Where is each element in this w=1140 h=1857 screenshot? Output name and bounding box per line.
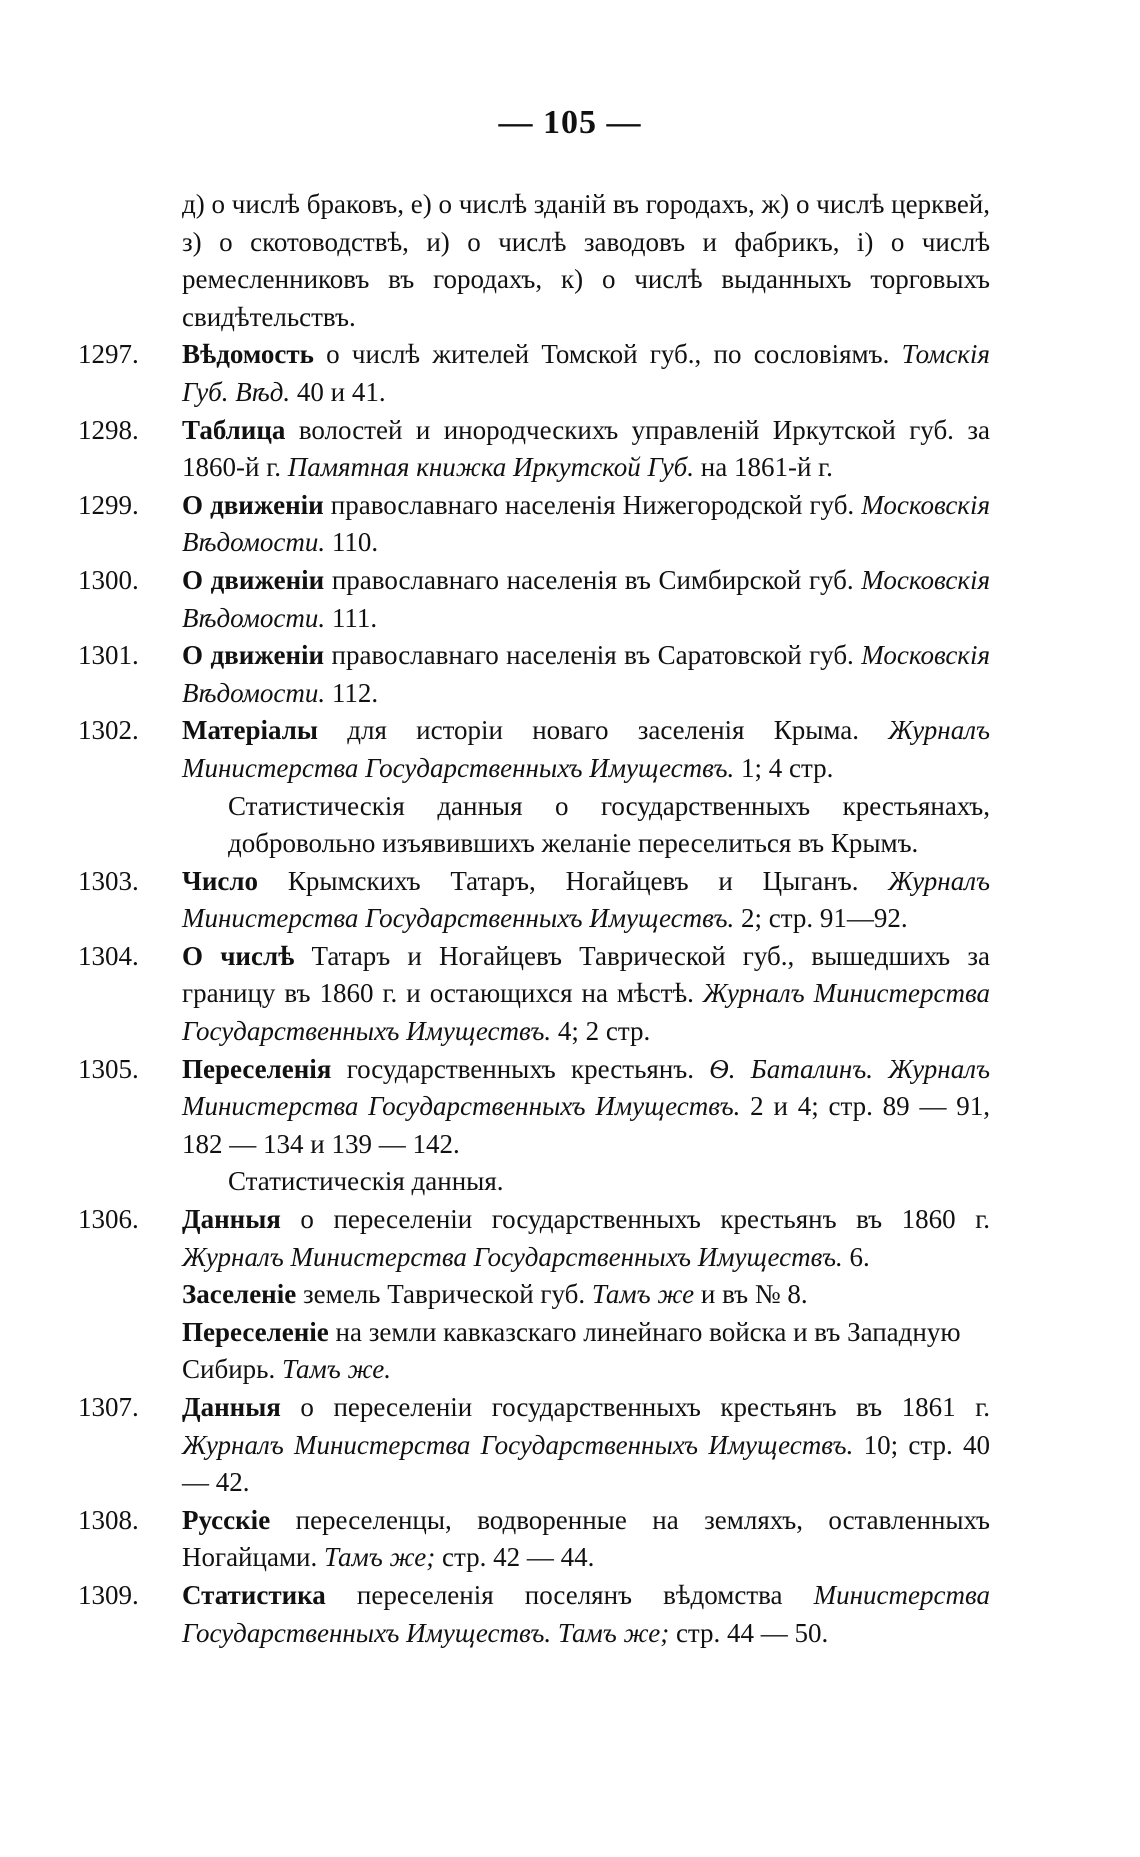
entry-heading: Переселенія — [182, 1053, 332, 1084]
entry-pages: 2; стр. 91—92. — [734, 903, 908, 934]
entry-text: православнаго населенія Нижегородской губ. — [323, 489, 862, 520]
entry-text: государственныхъ крестьянъ. — [331, 1053, 710, 1084]
entry — [78, 637, 990, 712]
entries-list — [78, 336, 990, 1652]
entry-subparagraph — [78, 1276, 990, 1314]
entry-pages: 111. — [325, 602, 378, 633]
entry-number: 1304. — [78, 940, 139, 971]
sub-heading: Заселеніе — [182, 1279, 297, 1310]
sub-pages: и въ № 8. — [694, 1279, 808, 1310]
entry-pages: 4; 2 стр. — [551, 1016, 651, 1047]
entry-heading: Число — [182, 865, 259, 896]
entry — [78, 487, 990, 562]
entry-number: 1298. — [78, 414, 139, 445]
sub-heading: Переселеніе — [182, 1316, 329, 1347]
entry-source: Журналъ Министерства Государственныхъ Имуществъ. — [182, 1429, 854, 1460]
entry-text: Татаръ и Ногайцевъ Таврической губ., вышедшихъ за границу въ 1860 г. и остающихся на мѣстѣ. — [182, 940, 990, 1009]
entry-number: 1305. — [78, 1053, 139, 1084]
entry — [78, 1051, 990, 1164]
entry — [78, 712, 990, 787]
entry-pages: 40 и 41. — [290, 376, 386, 407]
sub-source: Тамъ же. — [281, 1354, 391, 1385]
entry-source: Журналъ Министерства Государственныхъ Имуществъ. — [182, 1241, 843, 1272]
entry-text: волостей и инородческихъ управленій Иркутской губ. за 1860-й г. — [182, 414, 990, 483]
entry-subparagraph — [78, 1314, 990, 1389]
entry-source: Московскія Вѣдомости. — [182, 564, 991, 633]
entry — [78, 863, 990, 938]
entry-number: 1297. — [78, 339, 139, 370]
entry — [78, 336, 990, 411]
entry-source: Журналъ Министерства Государственныхъ Имуществъ. — [182, 865, 990, 934]
entry-heading: Матеріалы — [182, 715, 319, 746]
entry-pages: 110. — [325, 527, 379, 558]
entry-text: переселенцы, водворенные на земляхъ, оставленныхъ Ногайцами. — [182, 1504, 990, 1573]
entry-pages: стр. 44 — 50. — [669, 1617, 829, 1648]
entry-text: о числѣ жителей Томской губ., по сословіямъ. — [313, 339, 902, 370]
entry-subparagraph: Статистическія данныя о государственныхъ крестьянахъ, добровольно изъявившихъ желаніе переселиться въ Крымъ. — [228, 790, 990, 859]
entry-text: Крымскихъ Татаръ, Ногайцевъ и Цыганъ. — [258, 865, 889, 896]
entry-number: 1307. — [78, 1392, 139, 1422]
entry — [78, 562, 990, 637]
entry-number: 1300. — [78, 564, 139, 595]
entry-text: православнаго населенія въ Симбирской губ. — [324, 564, 862, 595]
entry-number: 1308. — [78, 1504, 139, 1535]
entry — [78, 1577, 990, 1652]
entry-number: 1306. — [78, 1204, 139, 1235]
entry — [78, 938, 990, 1051]
entry-pages: 6. — [842, 1241, 870, 1272]
entry-heading: О движеніи — [182, 489, 324, 520]
entry-source: Журналъ Министерства Государственныхъ Имуществъ. — [182, 978, 991, 1047]
entry-text: о переселеніи государственныхъ крестьянъ въ 1860 г. — [280, 1204, 990, 1235]
entry-subparagraph: Статистическія данныя. — [228, 1166, 504, 1197]
entry — [78, 1502, 990, 1577]
continuation-paragraph: д) о числѣ браковъ, е) о числѣ зданій въ городахъ, ж) о числѣ церквей, з) о скотоводствѣ, и) о числѣ заводовъ и фабрикъ, і) о числѣ ремесленниковъ въ городахъ, к) о числѣ выданныхъ торговыхъ свидѣтельствъ. — [182, 189, 990, 332]
entry-pages: на 1861-й г. — [694, 452, 833, 483]
entry-number: 1299. — [78, 489, 139, 520]
entry-pages: 2 и 4; стр. 89 — 91, 182 — 134 и 139 — 142. — [182, 1091, 990, 1159]
entry-heading: Данныя — [182, 1204, 281, 1235]
entry-text: переселенія поселянъ вѣдомства — [325, 1579, 814, 1610]
entry-heading: О числѣ — [182, 940, 295, 971]
entry-source: Ѳ. Баталинъ. Журналъ Министерства Государственныхъ Имуществъ. — [182, 1053, 990, 1122]
entry-pages: 112. — [325, 677, 379, 708]
entry-heading: Данныя — [182, 1392, 281, 1422]
entry — [78, 412, 990, 487]
entry-heading: О движеніи — [182, 640, 325, 671]
entry-source: Министерства Государственныхъ Имуществъ. Тамъ же; — [182, 1579, 990, 1648]
page-number: — 105 — — [498, 104, 642, 141]
entry — [78, 1389, 990, 1502]
entry-source: Тамъ же; — [323, 1542, 436, 1573]
entry-number: 1302. — [78, 715, 139, 746]
entry-text: о переселеніи государственныхъ крестьянъ въ 1861 г. — [280, 1392, 990, 1422]
sub-text: на земли кавказскаго линейнаго войска и въ Западную Сибирь. — [182, 1316, 961, 1385]
entry-source: Московскія Вѣдомости. — [182, 489, 990, 558]
entry-pages: 10; стр. 40 — 42. — [182, 1429, 990, 1498]
entry-number: 1301. — [78, 640, 139, 671]
entry-heading: Вѣдомость — [182, 339, 314, 370]
entry-heading: Статистика — [182, 1579, 326, 1610]
entry-text: православнаго населенія въ Саратовской губ. — [324, 640, 862, 671]
entry-number: 1309. — [78, 1579, 139, 1610]
entry-text: для исторіи новаго заселенія Крыма. — [318, 715, 889, 746]
entry-source: Московскія Вѣдомости. — [182, 640, 990, 708]
entry — [78, 1201, 990, 1276]
entry-heading: Русскіе — [182, 1504, 271, 1535]
entry-pages: 1; 4 стр. — [734, 752, 834, 783]
sub-source: Тамъ же — [591, 1279, 695, 1310]
entry-source: Журналъ Министерства Государственныхъ Имуществъ. — [182, 715, 990, 783]
sub-text: земель Таврической губ. — [296, 1279, 592, 1310]
document-body — [78, 186, 990, 1652]
entry-pages: стр. 42 — 44. — [435, 1542, 595, 1573]
entry-heading: Таблица — [182, 414, 286, 445]
entry-number: 1303. — [78, 865, 139, 896]
entry-heading: О движеніи — [182, 564, 325, 595]
entry-source: Памятная книжка Иркутской Губ. — [287, 452, 695, 483]
entry-source: Томскія Губ. Вѣд. — [182, 339, 990, 407]
